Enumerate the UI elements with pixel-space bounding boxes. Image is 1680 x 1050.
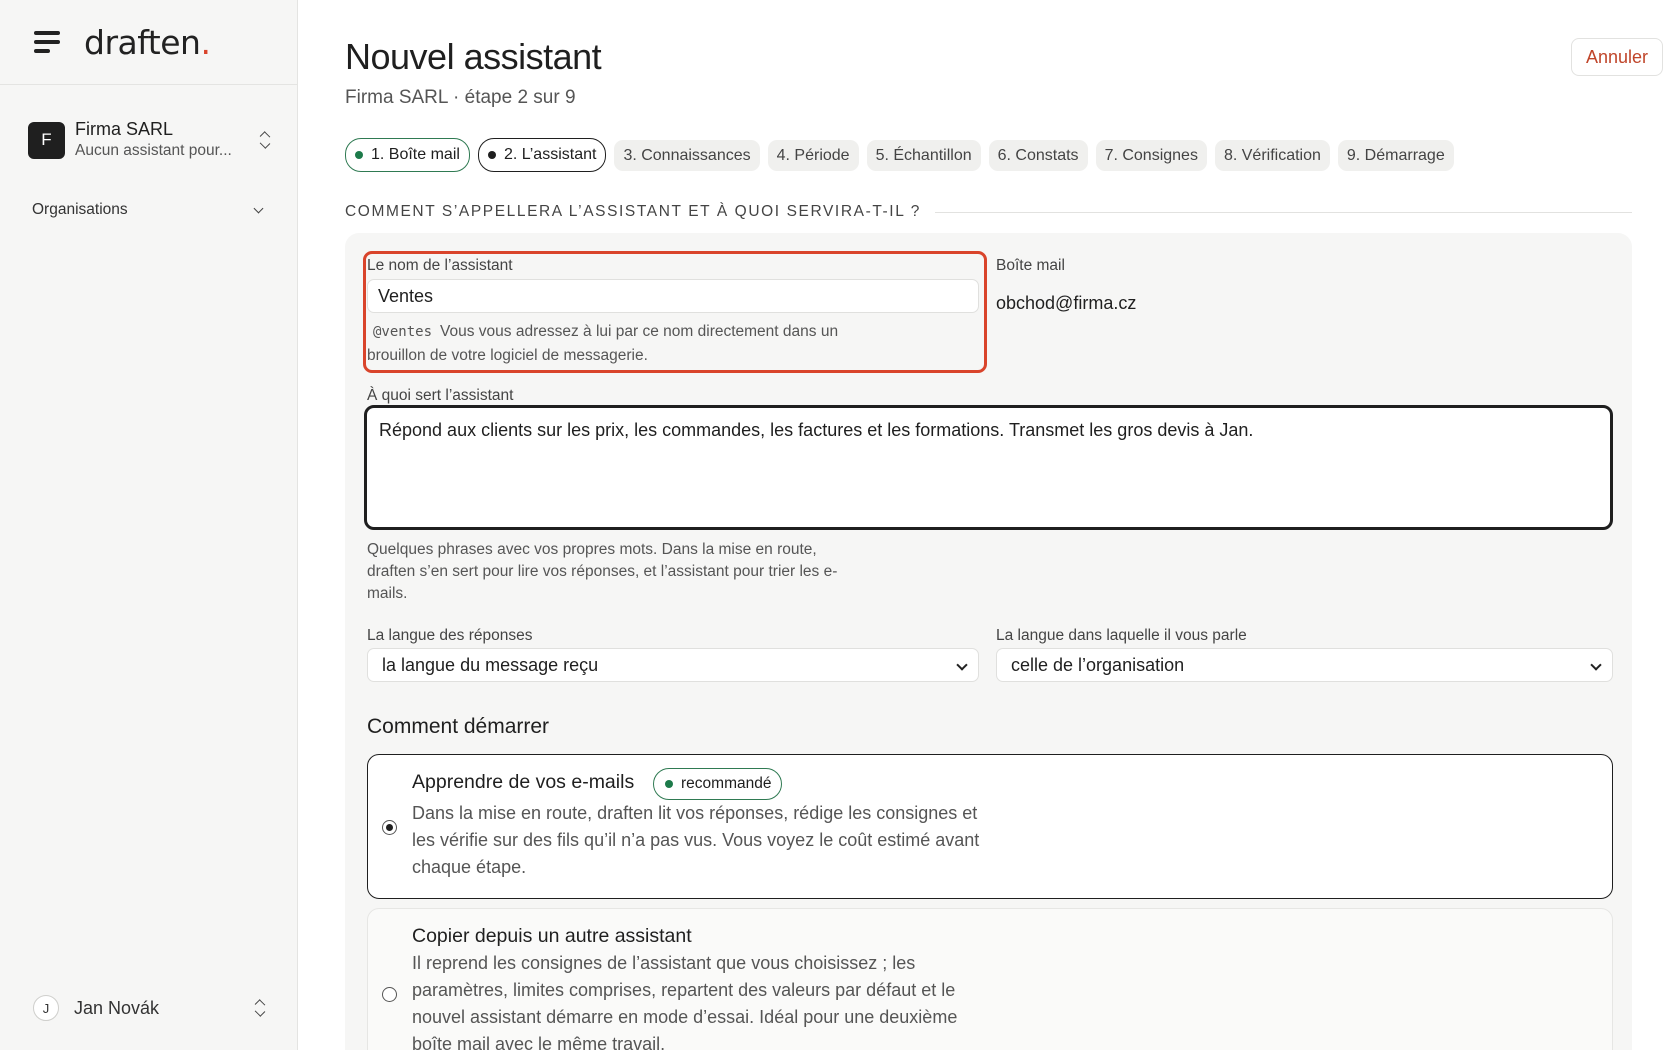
option-desc-learn-line1: Dans la mise en route, draften lit vos réponses, rédige les consignes et — [412, 803, 978, 823]
step-launch[interactable]: 9. Démarrage — [1338, 140, 1454, 171]
name-hint-line1: Vous vous adressez à lui par ce nom directement dans un — [440, 323, 839, 340]
chevron-down-icon — [254, 203, 264, 213]
main-content — [298, 0, 1680, 1050]
assistant-name-input[interactable] — [367, 279, 979, 313]
organisations-toggle[interactable] — [32, 198, 266, 222]
option-desc-learn-line2: les vérifie sur des fils qu’il n’a pas vus. Vous voyez le coût estimé avant — [412, 830, 980, 850]
page-subtitle: Firma SARL · étape 2 sur 9 — [345, 87, 576, 108]
option-title-copy: Copier depuis un autre assistant — [412, 925, 692, 947]
menu-icon[interactable] — [34, 31, 60, 53]
option-desc-copy-line3: nouvel assistant démarre en mode d’essai. Idéal pour une deuxième — [412, 1007, 958, 1027]
step-sample[interactable]: 5. Échantillon — [867, 140, 981, 171]
step-period[interactable]: 4. Période — [768, 140, 859, 171]
purpose-hint-line1: Quelques phrases avec vos propres mots. Dans la mise en route, — [367, 541, 817, 558]
logo[interactable] — [84, 23, 210, 62]
talk-language-label: La langue dans laquelle il vous parle — [996, 627, 1247, 644]
section-divider — [935, 212, 1632, 213]
talk-language-value: celle de l’organisation — [1011, 654, 1185, 675]
logo-dot: . — [200, 22, 211, 62]
recommended-badge — [653, 768, 782, 800]
start-method-title: Comment démarrer — [367, 715, 550, 738]
purpose-hint-line2: draften s’en sert pour lire vos réponses, et l’assistant pour trier les e- — [367, 563, 838, 580]
radio-copy[interactable] — [382, 987, 397, 1002]
purpose-hint-line3: mails. — [367, 585, 408, 602]
org-name: Firma SARL — [75, 119, 174, 139]
step-done-dot-icon — [355, 151, 363, 159]
step-instructions[interactable]: 7. Consignes — [1096, 140, 1207, 171]
wizard-steps — [345, 140, 1454, 172]
start-option-learn[interactable] — [367, 754, 1613, 899]
section-heading-text: COMMENT S’APPELLERA L’ASSISTANT ET À QUOI SERVIRA-T-IL ? — [345, 203, 921, 220]
step-assistant[interactable] — [478, 138, 607, 172]
reply-language-value: la langue du message reçu — [382, 654, 599, 675]
org-avatar: F — [28, 122, 65, 159]
organisations-label: Organisations — [32, 201, 128, 218]
start-option-copy[interactable] — [367, 908, 1613, 1050]
user-name: Jan Novák — [74, 997, 160, 1018]
sidebar — [0, 0, 298, 1050]
chevron-up-down-icon — [258, 130, 272, 150]
org-switcher[interactable] — [28, 116, 272, 164]
assistant-form-card — [345, 233, 1632, 1050]
mailbox-label: Boîte mail — [996, 257, 1065, 274]
option-desc-copy-line1: Il reprend les consignes de l’assistant que vous choisissez ; les — [412, 953, 916, 973]
cancel-button[interactable]: Annuler — [1571, 38, 1663, 76]
step-mailbox[interactable] — [345, 138, 470, 172]
name-hint-line2: brouillon de votre logiciel de messagerie. — [367, 347, 648, 364]
step-knowledge[interactable]: 3. Connaissances — [614, 140, 759, 171]
step-current-dot-icon — [488, 151, 496, 159]
option-desc-learn-line3: chaque étape. — [412, 857, 527, 877]
option-desc-copy-line2: paramètres, limites comprises, repartent des valeurs par défaut et le — [412, 980, 956, 1000]
chevron-down-icon — [1590, 659, 1601, 670]
user-menu[interactable] — [33, 994, 267, 1022]
step-label: 2. L’assistant — [503, 146, 597, 163]
user-avatar: J — [33, 995, 59, 1021]
purpose-label: À quoi sert l’assistant — [367, 387, 514, 404]
reply-language-select[interactable] — [367, 648, 979, 682]
purpose-hint — [367, 539, 887, 605]
option-desc-copy-line4: boîte mail avec le même travail. — [412, 1034, 666, 1050]
logo-text: draften — [84, 22, 201, 62]
step-verification[interactable]: 8. Vérification — [1215, 140, 1330, 171]
chevron-down-icon — [956, 659, 967, 670]
option-desc-learn — [412, 800, 992, 881]
talk-language-select[interactable] — [996, 648, 1613, 682]
name-handle: @ventes — [373, 324, 433, 340]
org-subtitle: Aucun assistant pour... — [75, 142, 232, 159]
brand-row — [0, 0, 297, 85]
section-heading — [345, 203, 1632, 221]
radio-learn-selected[interactable] — [382, 820, 397, 835]
option-desc-copy — [412, 950, 992, 1050]
badge-dot-icon — [665, 780, 673, 788]
option-title-learn: Apprendre de vos e-mails — [412, 771, 635, 793]
name-hint — [367, 320, 967, 368]
page-title: Nouvel assistant — [345, 36, 602, 77]
assistant-purpose-textarea[interactable] — [364, 405, 1613, 530]
chevron-up-down-icon — [253, 998, 267, 1018]
mailbox-value: obchod@firma.cz — [996, 293, 1137, 313]
step-findings[interactable]: 6. Constats — [989, 140, 1088, 171]
step-label: 1. Boîte mail — [371, 146, 460, 163]
name-label: Le nom de l’assistant — [367, 257, 513, 274]
reply-language-label: La langue des réponses — [367, 627, 533, 644]
badge-label: recommandé — [681, 775, 772, 792]
